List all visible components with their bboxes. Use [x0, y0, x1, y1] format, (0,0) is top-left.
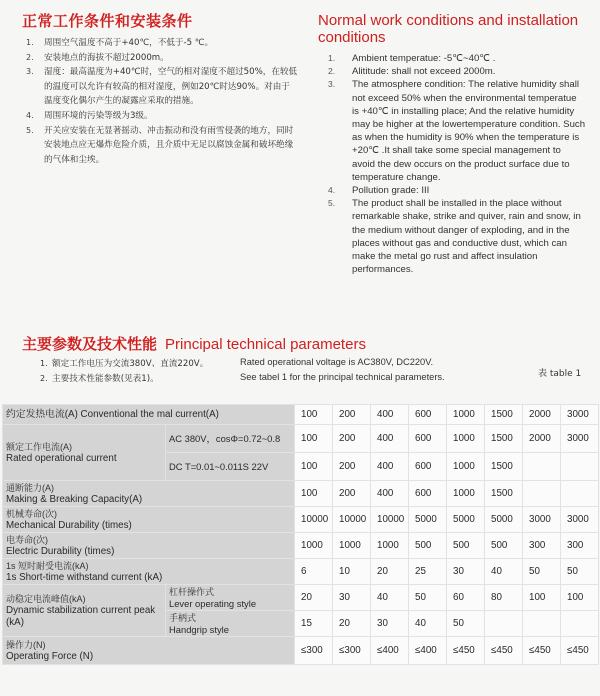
row-sublabel: 杠杆操作式 Lever operating style — [166, 585, 295, 611]
table-cell: 40 — [485, 559, 523, 585]
row-label: 机械寿命(次) Mechanical Durability (times) — [3, 507, 295, 533]
table-cell: 10000 — [333, 507, 371, 533]
table-cell: 40 — [409, 611, 447, 637]
table-cell: 60 — [447, 585, 485, 611]
table-cell-empty — [561, 611, 599, 637]
table-cell: 6 — [295, 559, 333, 585]
table-cell-empty — [523, 611, 561, 637]
table-cell: 20 — [295, 585, 333, 611]
table-cell: 10 — [333, 559, 371, 585]
table-cell: 3000 — [561, 425, 599, 453]
table-cell: 1000 — [447, 405, 485, 425]
table-cell: 20 — [333, 611, 371, 637]
list-item: 2. Alititude: shall not exceed 2000m. — [328, 66, 496, 78]
table-cell: 100 — [295, 453, 333, 481]
table-row — [3, 507, 599, 533]
table-cell-empty — [523, 481, 561, 507]
table-cell: 500 — [409, 533, 447, 559]
table-cell: ≤300 — [295, 637, 333, 665]
table-cell: 400 — [371, 405, 409, 425]
table-cell: ≤450 — [485, 637, 523, 665]
table-row — [3, 637, 599, 665]
table-cell: 50 — [447, 611, 485, 637]
table-cell: 600 — [409, 425, 447, 453]
list-item: 3. 湿度：最高温度为+40℃时，空气的相对湿度不超过50%，在较低的温度可以允许有较高的相对湿度，例如20℃时达90%。对由于温度变化偶尔产生的凝露应采取的措施。 — [26, 67, 298, 107]
table-cell: 200 — [333, 453, 371, 481]
table-cell: 30 — [371, 611, 409, 637]
parameters-table — [2, 404, 599, 665]
table-cell: ≤400 — [409, 637, 447, 665]
list-item: 1. 周围空气温度不高于+40℃，不低于-5 ℃。 — [26, 38, 214, 48]
table-cell: 1000 — [447, 481, 485, 507]
table-cell: 300 — [561, 533, 599, 559]
table-cell: 1000 — [333, 533, 371, 559]
list-item: 3. The atmosphere condition: The relative humidity shall not exceed 50% when the environmental temperatue is +40℃ in installing place; And the relative humidity may be higher at the lowertemperature condition. Such as when the humidity is 90% when the temperature is +20℃ .It shall take some special management to avoid the dew occurs on the product surface due to temperature change. — [328, 79, 586, 183]
table-cell: 400 — [371, 425, 409, 453]
row-label: 动稳定电流峰值(kA) Dynamic stabilization current peak (kA) — [3, 585, 166, 637]
table-cell: 50 — [523, 559, 561, 585]
list-item: 5. 开关应安装在无显著摇动、冲击振动和没有雨雪侵袭的地方，同时安装地点应无爆炸危险介质，且介质中无足以腐蚀金属和破坏绝缘的气体和尘埃。 — [26, 125, 294, 165]
list-item: 4. 周围环境的污染等级为3级。 — [26, 110, 153, 121]
cn-conditions-list — [26, 36, 298, 167]
table-cell: 20 — [371, 559, 409, 585]
table-cell: ≤450 — [523, 637, 561, 665]
table-cell: 30 — [447, 559, 485, 585]
table-cell: 30 — [333, 585, 371, 611]
params-heading-cn: 主要参数及技术性能 — [22, 335, 158, 353]
section-heading-en-conditions: Normal work conditions and installation conditions — [318, 12, 579, 46]
table-cell: 400 — [371, 481, 409, 507]
params-heading-en: Principal technical parameters — [165, 336, 366, 353]
table-cell: 500 — [485, 533, 523, 559]
row-sublabel: DC T=0.01~0.011S 22V — [166, 453, 295, 481]
table-cell: ≤450 — [447, 637, 485, 665]
table-cell: 1500 — [485, 405, 523, 425]
table-cell: 1500 — [485, 453, 523, 481]
table-row — [3, 533, 599, 559]
list-item: 4. Pollution grade: III — [328, 185, 430, 197]
table-cell: 1000 — [447, 425, 485, 453]
row-label: 约定发热电流(A) Conventional the mal current(A) — [3, 405, 295, 425]
table-cell: 3000 — [561, 507, 599, 533]
table-cell: 600 — [409, 453, 447, 481]
table-cell: 400 — [371, 453, 409, 481]
table-cell: 10000 — [295, 507, 333, 533]
table-cell: 3000 — [561, 405, 599, 425]
table-cell: ≤450 — [561, 637, 599, 665]
table-row — [3, 481, 599, 507]
list-item: 1. Ambient temperatue: -5℃~40℃ . — [328, 53, 496, 64]
note-line: 1. 额定工作电压为交流380V、直流220V。 Rated operational voltage is AC380V, DC220V. — [40, 357, 434, 369]
table-cell: 100 — [523, 585, 561, 611]
table-cell-empty — [561, 481, 599, 507]
table-cell: 600 — [409, 405, 447, 425]
table-cell: 1000 — [295, 533, 333, 559]
row-label: 电寿命(次) Electric Durability (times) — [3, 533, 295, 559]
table-row — [3, 559, 599, 585]
table-cell: 100 — [295, 425, 333, 453]
table-row — [3, 405, 599, 425]
table-cell: 5000 — [485, 507, 523, 533]
table-cell: 100 — [295, 481, 333, 507]
table-cell: 100 — [295, 405, 333, 425]
table-row — [3, 425, 599, 453]
en-conditions-list — [328, 52, 586, 276]
section-heading-params — [22, 333, 366, 354]
table-cell: 80 — [485, 585, 523, 611]
table-cell: 40 — [371, 585, 409, 611]
table-cell: 5000 — [447, 507, 485, 533]
table-cell: 500 — [447, 533, 485, 559]
table-cell: 300 — [523, 533, 561, 559]
table-cell: 200 — [333, 405, 371, 425]
table-cell: 1000 — [371, 533, 409, 559]
table-cell: 600 — [409, 481, 447, 507]
table-cell: ≤400 — [371, 637, 409, 665]
table-cell: 10000 — [371, 507, 409, 533]
table-cell: 2000 — [523, 405, 561, 425]
note-line: 2. 主要技术性能参数(见表1)。 See tabel 1 for the principal technical parameters. — [40, 372, 445, 384]
table-cell: 15 — [295, 611, 333, 637]
table-cell: 50 — [561, 559, 599, 585]
row-label: 1s 短时耐受电流(kA) 1s Short-time withstand current (kA) — [3, 559, 295, 585]
table-cell-empty — [485, 611, 523, 637]
table-cell: 2000 — [523, 425, 561, 453]
table-cell: 100 — [561, 585, 599, 611]
row-label: 额定工作电流(A) Rated operational current — [3, 425, 166, 481]
list-item: 5. The product shall be installed in the place without remarkable shake, strike and quiver, rain and snow, in the medium without danger of exploding, and in the places without gas and conductive dust, which can make the metal go rust and affect insulation performances. — [328, 198, 581, 276]
table-cell-empty — [523, 453, 561, 481]
table-cell: ≤300 — [333, 637, 371, 665]
table-cell: 200 — [333, 481, 371, 507]
table-cell: 50 — [409, 585, 447, 611]
row-sublabel: 手柄式 Handgrip style — [166, 611, 295, 637]
table-cell: 1500 — [485, 481, 523, 507]
table-row — [3, 585, 599, 611]
table-cell: 25 — [409, 559, 447, 585]
row-label: 通断能力(A) Making & Breaking Capacity(A) — [3, 481, 295, 507]
table-caption: 表 table 1 — [538, 369, 582, 379]
table-cell: 1000 — [447, 453, 485, 481]
table-cell: 200 — [333, 425, 371, 453]
table-cell: 5000 — [409, 507, 447, 533]
row-sublabel: AC 380V，cosΦ=0.72~0.8 — [166, 425, 295, 453]
table-cell: 3000 — [523, 507, 561, 533]
list-item: 2. 安装地点的海拔不超过2000m。 — [26, 52, 169, 63]
table-cell-empty — [561, 453, 599, 481]
section-heading-cn-conditions: 正常工作条件和安装条件 — [22, 12, 193, 30]
table-cell: 1500 — [485, 425, 523, 453]
row-label: 操作力(N) Operating Force (N) — [3, 637, 295, 665]
